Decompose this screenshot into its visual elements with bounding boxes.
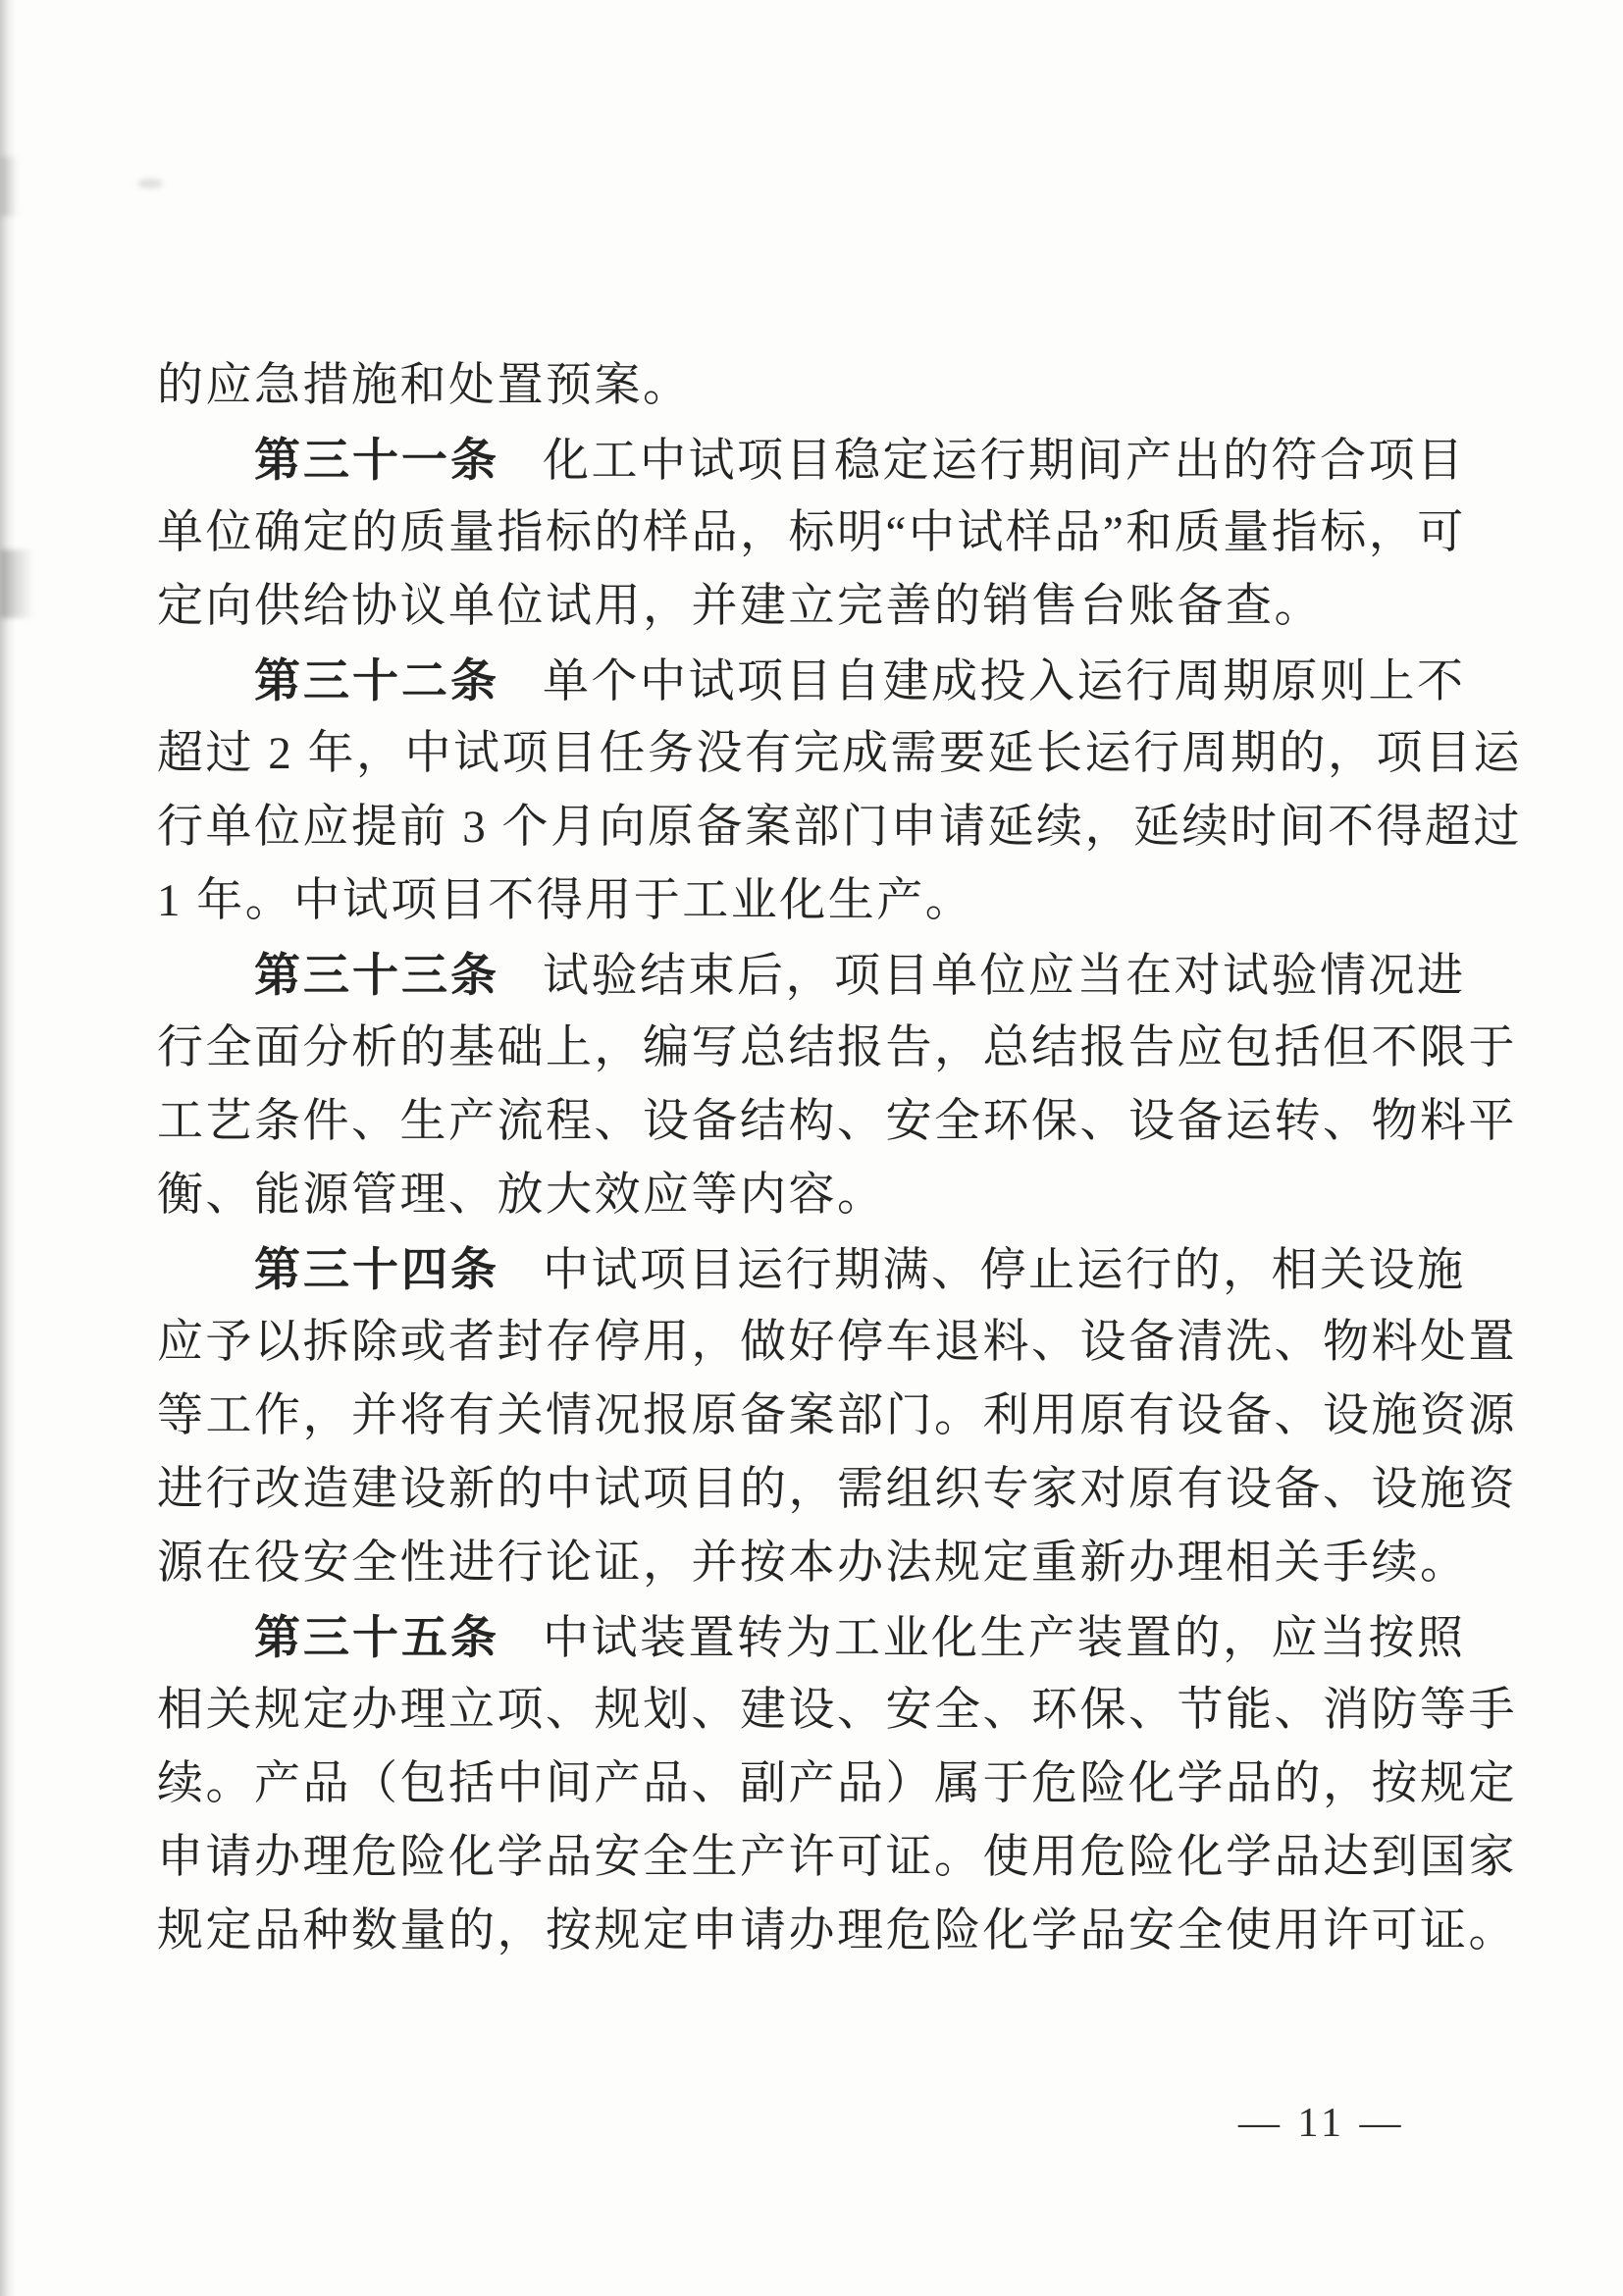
text-line: 续。产品（包括中间产品、副产品）属于危险化学品的，按规定 xyxy=(157,1758,1517,1809)
scan-smudge xyxy=(0,549,33,618)
scan-edge-shadow xyxy=(0,0,16,2296)
text-line: 1 年。中试项目不得用于工业化生产。 xyxy=(157,875,974,926)
text-line: 第三十五条 中试装置转为工业化生产装置的，应当按照 xyxy=(254,1611,1466,1664)
text-line: 源在役安全性进行论证，并按本办法规定重新办理相关手续。 xyxy=(157,1538,1469,1589)
text-line: 应予以拆除或者封存停用，做好停车退料、设备清洗、物料处置 xyxy=(157,1317,1517,1368)
text-line: 等工作，并将有关情况报原备案部门。利用原有设备、设施资源 xyxy=(157,1390,1517,1441)
text-line: 第三十三条 试验结束后，项目单位应当在对试验情况进 xyxy=(254,949,1466,1002)
text-line: 第三十四条 中试项目运行期满、停止运行的，相关设施 xyxy=(254,1243,1466,1296)
document-body xyxy=(157,349,1522,1968)
scan-smudge xyxy=(0,157,20,216)
article-number: 第三十三条 xyxy=(254,949,499,1001)
page-number: — 11 — xyxy=(1238,2101,1405,2146)
text-line: 行全面分析的基础上，编写总结报告，总结报告应包括但不限于 xyxy=(157,1022,1517,1073)
text-line: 的应急措施和处置预案。 xyxy=(157,360,692,411)
text-line: 衡、能源管理、放大效应等内容。 xyxy=(157,1170,886,1221)
article-number: 第三十五条 xyxy=(254,1611,499,1663)
text-line: 单位确定的质量指标的样品，标明“中试样品”和质量指标，可 xyxy=(157,507,1466,558)
text-line: 定向供给协议单位试用，并建立完善的销售台账备查。 xyxy=(157,581,1323,632)
text-line: 进行改造建设新的中试项目的，需组织专家对原有设备、设施资 xyxy=(157,1464,1517,1515)
article-number: 第三十四条 xyxy=(254,1243,499,1295)
text-line: 相关规定办理立项、规划、建设、安全、环保、节能、消防等手 xyxy=(157,1685,1517,1736)
scan-smudge xyxy=(137,179,163,188)
text-line: 超过 2 年，中试项目任务没有完成需要延长运行周期的，项目运 xyxy=(157,728,1522,779)
text-line: 申请办理危险化学品安全生产许可证。使用危险化学品达到国家 xyxy=(157,1832,1517,1883)
text-line: 第三十二条 单个中试项目自建成投入运行周期原则上不 xyxy=(254,654,1466,707)
article-number: 第三十一条 xyxy=(254,434,499,486)
text-line: 行单位应提前 3 个月向原备案部门申请延续，延续时间不得超过 xyxy=(157,802,1522,853)
text-line: 工艺条件、生产流程、设备结构、安全环保、设备运转、物料平 xyxy=(157,1096,1517,1147)
article-number: 第三十二条 xyxy=(254,654,499,706)
text-line: 第三十一条 化工中试项目稳定运行期间产出的符合项目 xyxy=(254,434,1466,487)
text-line: 规定品种数量的，按规定申请办理危险化学品安全使用许可证。 xyxy=(157,1905,1517,1957)
